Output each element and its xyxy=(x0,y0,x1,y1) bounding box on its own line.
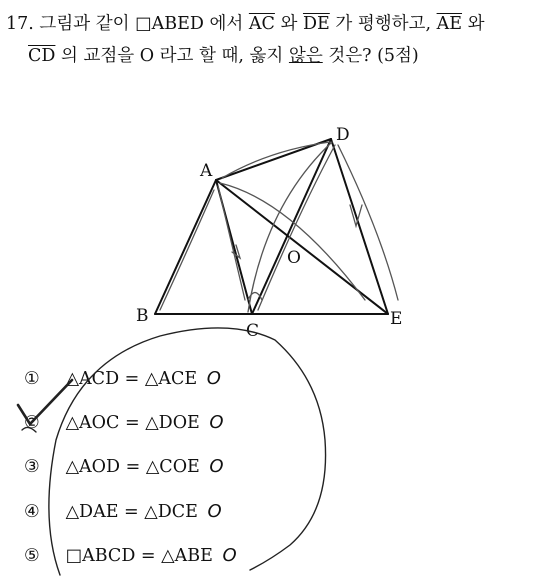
question-text-part: 것은? (5점) xyxy=(328,46,419,66)
label-a: A xyxy=(200,161,213,181)
question-text-part: 의 교점을 O 라고 할 때, 옳지 xyxy=(61,46,284,66)
segment-cd xyxy=(252,139,331,314)
segment-ae: $\overline{AE}$ xyxy=(436,14,463,34)
underlined-word: 않은 xyxy=(288,46,323,66)
choice-number: ③ xyxy=(24,457,40,477)
label-e: E xyxy=(390,309,403,329)
choice-text: △DAE = △DCE xyxy=(65,502,198,522)
handwritten-mark: O xyxy=(209,412,224,433)
question-text-part: 와 xyxy=(467,14,485,34)
segment-ae xyxy=(216,180,388,314)
label-b: B xyxy=(136,306,149,326)
choice-number: ① xyxy=(24,369,40,389)
choice-number: ② xyxy=(24,413,40,433)
segment-ac: $\overline{AC}$ xyxy=(248,14,275,34)
choice-text: △ACD = △ACE xyxy=(65,369,198,389)
question-number: 17. xyxy=(6,14,34,34)
label-d: D xyxy=(336,125,350,145)
label-o: O xyxy=(287,248,301,268)
segment-de: $\overline{DE}$ xyxy=(302,14,330,34)
handwritten-mark: O xyxy=(207,501,222,522)
choice-5[interactable] xyxy=(24,545,237,566)
choice-text: □ABCD = △ABE xyxy=(65,546,213,566)
choice-number: ⑤ xyxy=(24,546,40,566)
choice-text: △AOD = △COE xyxy=(65,457,200,477)
segment-ab xyxy=(155,180,216,314)
question-text-part: 그림과 같이 □ABED 에서 xyxy=(39,14,244,34)
choice-text: △AOC = △DOE xyxy=(65,413,200,433)
label-c: C xyxy=(246,321,260,341)
question-text-part: 와 xyxy=(280,14,298,34)
handwritten-mark: O xyxy=(206,368,221,389)
choice-number: ④ xyxy=(24,502,40,522)
choice-4[interactable] xyxy=(24,501,222,522)
choice-2[interactable] xyxy=(24,412,224,433)
segment-cd: $\overline{CD}$ xyxy=(28,46,56,66)
segment-de xyxy=(331,139,388,314)
handwritten-mark: O xyxy=(222,545,237,566)
handwritten-mark: O xyxy=(209,456,224,477)
choice-1[interactable] xyxy=(24,368,221,389)
choice-3[interactable] xyxy=(24,456,224,477)
question-text-part: 가 평행하고, xyxy=(335,14,432,34)
